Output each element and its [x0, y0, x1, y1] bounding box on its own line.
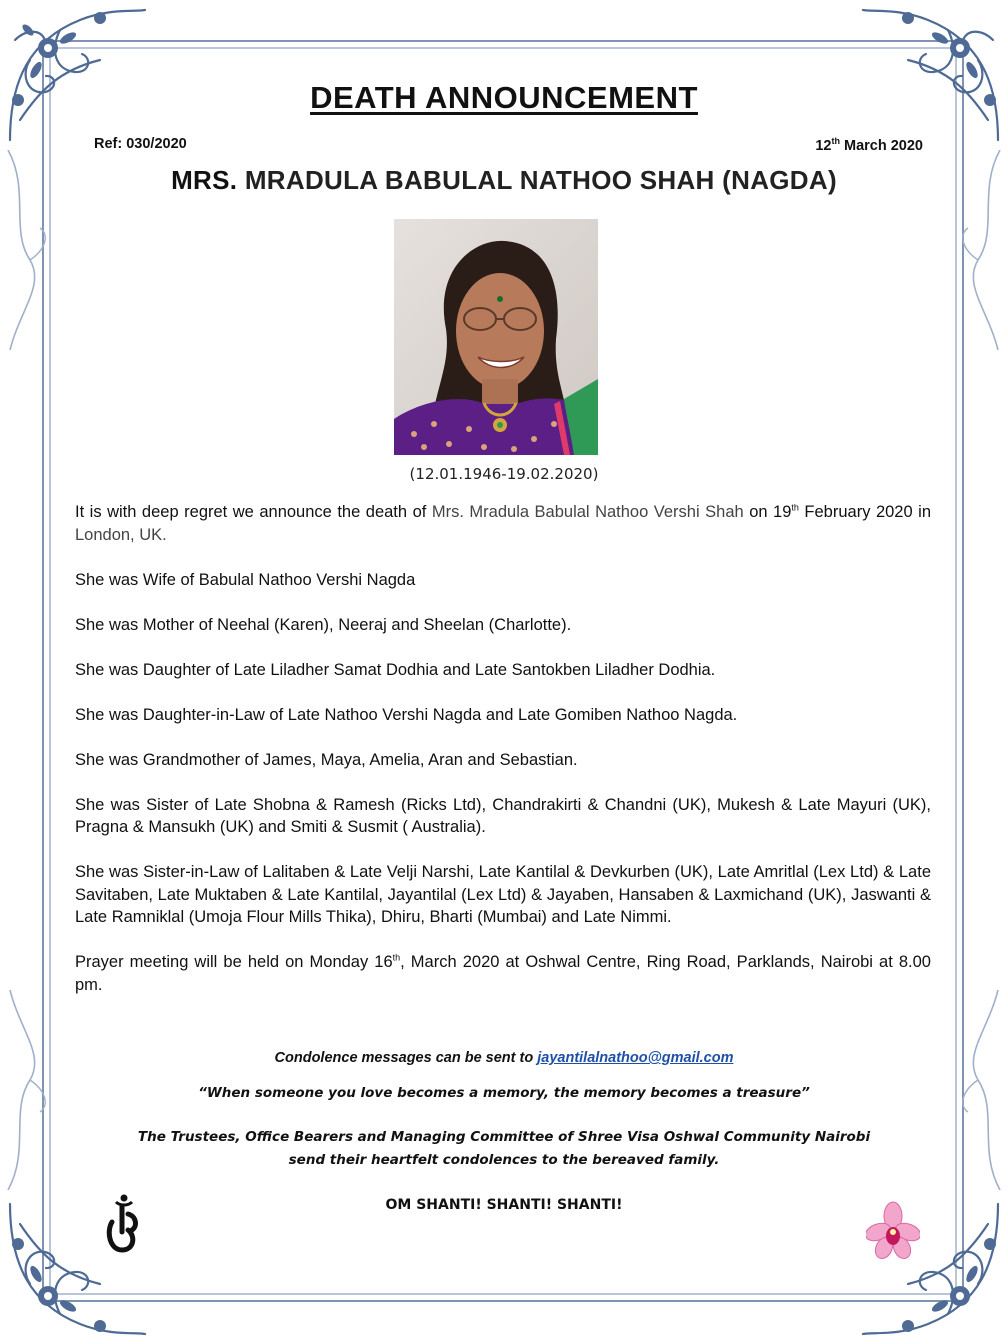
prayer-paragraph: Prayer meeting will be held on Monday 16th, March 2020 at Oshwal Centre, Ring Road, Parklands, Nairobi at 8.00 pm.	[75, 952, 931, 994]
intro-paragraph: It is with deep regret we announce the death of Mrs. Mradula Babulal Nathoo Vershi Shah on 19th February 2020 in London, UK.	[75, 502, 932, 544]
floral-corner-ornament-icon	[0, 0, 150, 150]
daughter-paragraph: She was Daughter of Late Liladher Samat Dodhia and Late Santokben Liladher Dodhia.	[75, 660, 716, 679]
announcement-date: 12th March 2020	[815, 136, 923, 154]
daughter-in-law-paragraph: She was Daughter-in-Law of Late Nathoo Vershi Nagda and Late Gomiben Nathoo Nagda.	[75, 705, 738, 724]
condolence-email-link[interactable]: jayantilalnathoo@gmail.com	[537, 1050, 734, 1066]
trustees-line-2: send their heartfelt condolences to the bereaved family.	[288, 1152, 720, 1168]
page-title: DEATH ANNOUNCEMENT	[310, 80, 698, 115]
grandmother-paragraph: She was Grandmother of James, Maya, Amelia, Aran and Sebastian.	[75, 750, 578, 769]
lifespan-dates: (12.01.1946-19.02.2020)	[409, 465, 599, 483]
sister-in-law-paragraph: She was Sister-in-Law of Lalitaben & Late Velji Narshi, Late Kantilal & Devkurben (UK), Late Amritlal (Lex Ltd) & Late Savitaben, Late Muktaben & Late Kantilal, Jayantilal (Lex Ltd) & Jayaben, Hansaben & Laxmichand (UK), Jaswanti & Late Ramniklal (Umoja Flour Mills Thika), Dhiru, Bharti (Mumbai) and Late Nimmi.	[75, 863, 931, 926]
mother-paragraph: She was Mother of Neehal (Karen), Neeraj and Sheelan (Charlotte).	[75, 615, 572, 634]
trustees-message	[0, 1126, 1008, 1172]
name-full: MRADULA BABULAL NATHOO SHAH (NAGDA)	[244, 165, 837, 195]
condolence-line: Condolence messages can be sent to jayantilalnathoo@gmail.com	[274, 1050, 734, 1066]
portrait-photo	[394, 219, 598, 455]
name-prefix: MRS.	[171, 165, 238, 195]
sister-paragraph: She was Sister of Late Shobna & Ramesh (Ricks Ltd), Chandrakirti & Chandni (UK), Mukesh & Late Mayuri (UK), Pragna & Mansukh (UK) and Smiti & Susmit ( Australia).	[75, 795, 931, 836]
reference-number: Ref: 030/2020	[94, 136, 187, 152]
trustees-line-1: The Trustees, Office Bearers and Managing Committee of Shree Visa Oshwal Community Nairobi	[137, 1129, 871, 1145]
floral-corner-ornament-icon	[858, 0, 1008, 150]
memorial-quote: “When someone you love becomes a memory, the memory becomes a treasure”	[198, 1085, 810, 1101]
deceased-name	[0, 165, 1008, 196]
announcement-body	[75, 501, 931, 1019]
om-shanti: OM SHANTI! SHANTI! SHANTI!	[385, 1197, 623, 1213]
wife-paragraph: She was Wife of Babulal Nathoo Vershi Nagda	[75, 570, 416, 589]
orchid-flower-icon	[866, 1198, 920, 1264]
om-symbol-icon	[104, 1192, 142, 1258]
